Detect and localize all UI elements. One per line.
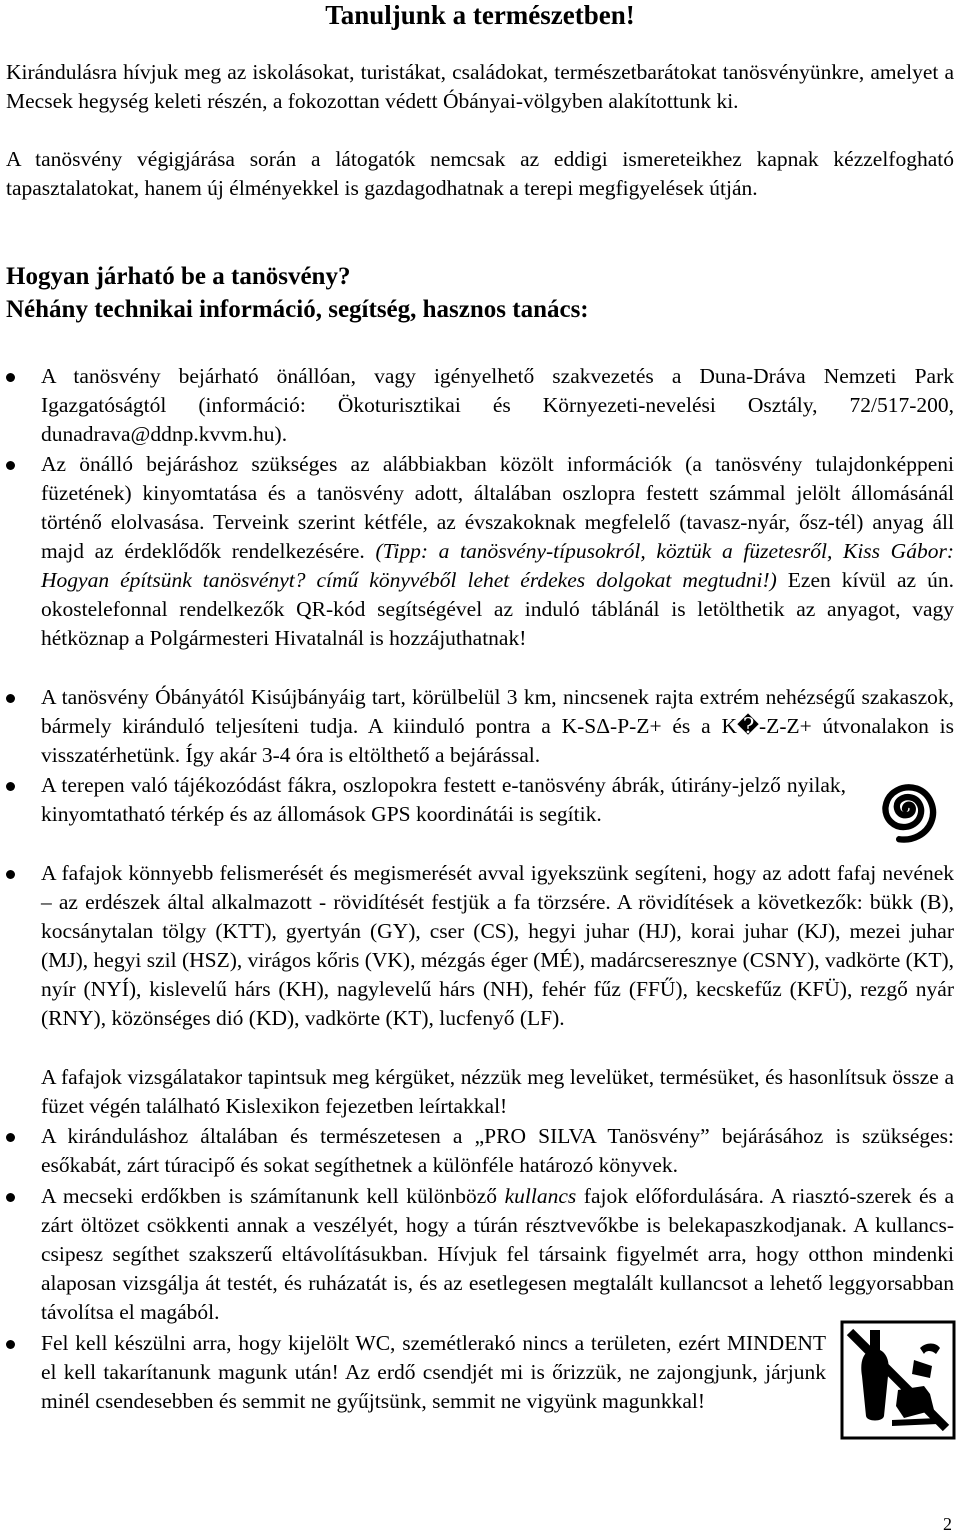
tick-italic-text: kullancs bbox=[504, 1184, 577, 1208]
list-item-text: A tanösvény Óbányától Kisújbányáig tart, körülbelül 3 km, nincsenek rajta extrém nehézségű szakaszok, bármely kiránduló teljesíteni tudja. A kiinduló pontra a K-SΔ-P-Z+ és a K�-Z-Z+ útvonalakon is visszatérhetünk. Így akár 3-4 óra is eltölthető a bejárással. bbox=[41, 685, 954, 767]
list-item-text: A tanösvény bejárható önállóan, vagy igényelhető szakvezetés a Duna-Dráva Nemzeti Park Igazgatóságtól (információ: Ökoturisztikai és Környezeti-nevelési Osztály, 72/517-200, dunadrava@ddnp.kvvm.hu). bbox=[41, 364, 954, 446]
list-item-text: A kiránduláshoz általában és természetesen a „PRO SILVA Tanösvény” bejárásához is szükséges: esőkabát, zárt túracipő és sokat segíthetnek a különféle határozó könyvek. bbox=[41, 1124, 954, 1177]
list-item-text-part: A mecseki erdőkben is számítanunk kell különböző bbox=[41, 1184, 505, 1208]
list-item-text: A terepen való tájékozódást fákra, oszlopokra festett e-tanösvény ábrák, útirány-jelző nyilak, kinyomtatható térkép és az állomások GPS koordinátái is segítik. bbox=[41, 773, 846, 826]
page-title: Tanuljunk a természetben! bbox=[325, 0, 635, 30]
bullet-dot bbox=[6, 694, 15, 703]
list-item bbox=[6, 859, 954, 1033]
list-item bbox=[6, 450, 954, 653]
list-item-extra-paragraph: A fafajok vizsgálatakor tapintsuk meg kérgüket, nézzük meg levelüket, termésüket, és hasonlítsuk össze a füzet végén található Kislexikon fejezetben leírtakkal! bbox=[41, 1065, 954, 1118]
bullet-dot bbox=[6, 461, 15, 470]
list-item-text-part: Az önálló bejáráshoz szükséges az alábbiakban közölt információk (a tanösvény tulajdonképpeni füzetének) kinyomtatása és a tanösvény adott, általában oszlopra festett számmal jelölt állomásánál történő elolvasása. Terveink szerint kétféle, az évszakoknak megfelelő (tavasz-nyár, ősz-tél) anyag áll majd az érdeklődők rendelkezésére. bbox=[41, 452, 954, 563]
tip-italic-text: (Tipp: a tanösvény-típusokról, köztük a füzetesről, Kiss Gábor: Hogyan építsünk tanösvényt? című könyvéből lehet érdekes dolgokat megtudni!) bbox=[41, 539, 954, 592]
bullet-dot bbox=[6, 1340, 15, 1349]
intro-paragraph-1: Kirándulásra hívjuk meg az iskolásokat, turistákat, családokat, természetbarátokat tanösvényünkre, amelyet a Mecsek hegység keleti részén, a fokozottan védett Óbányai-völgyben alakítottunk ki. bbox=[6, 60, 954, 113]
list-item bbox=[6, 683, 954, 770]
section-heading-trail: Hogyan járható be a tanösvény? bbox=[6, 263, 351, 290]
list-item bbox=[6, 1182, 954, 1327]
list-item bbox=[6, 1122, 954, 1180]
bullet-dot bbox=[6, 1133, 15, 1142]
list-item-text-part: Ezen kívül az ún. okostelefonnal rendelkezők QR-kód segítségével az induló táblánál is letölthetik az anyagot, vagy hétköznap a Polgármesteri Hivatalnál is hozzájuthatnak! bbox=[41, 568, 954, 650]
list-item bbox=[6, 771, 954, 829]
intro-paragraph-2: A tanösvény végigjárása során a látogatók nemcsak az eddigi ismereteikhez kapnak kézzelfogható tapasztalatokat, hanem új élményekkel is gazdagodhatnak a terepi megfigyelések útján. bbox=[6, 147, 954, 200]
list-item-text bbox=[41, 450, 954, 653]
list-item-text-part: fajok előfordulására. A riasztó-szerek és a zárt öltözet csökkenti annak a veszélyét, hogy a túrán résztvevőkbe is belekapaszkodjanak. A kullancs-csipesz segíthet szakszerű eltávolításukban. Hívjuk fel társaink figyelmét arra, hogy otthon mindenki alaposan vizsgálja át testét, és ruházatát is, és az esetlegesen megtalált kullancsot a lehető leggyorsabban távolítsa el magából. bbox=[41, 1184, 954, 1324]
no-litter-sign-icon bbox=[840, 1320, 956, 1440]
bullet-dot bbox=[6, 782, 15, 791]
bullet-dot bbox=[6, 1193, 15, 1202]
list-item-text bbox=[41, 1182, 954, 1327]
section-heading-tips: Néhány technikai információ, segítség, hasznos tanács: bbox=[6, 296, 589, 323]
list-item bbox=[6, 1329, 954, 1416]
list-item-text: Fel kell készülni arra, hogy kijelölt WC, szemétlerakó nincs a területen, ezért MINDENT el kell takarítanunk magunk után! Az erdő csendjét mi is őrizzük, ne zajongjunk, járjunk minél csendesebben és semmit ne gyűjtsünk, semmit ne vigyünk magunkkal! bbox=[41, 1331, 826, 1413]
page-number: 2 bbox=[943, 1514, 952, 1534]
bullet-dot bbox=[6, 870, 15, 879]
list-item-text: A fafajok könnyebb felismerését és megismerését avval igyekszünk segíteni, hogy az adott fafaj nevének – az erdészek által alkalmazott - rövidítését festjük a fa törzsére. A rövidítések a következők: bükk (B), kocsánytalan tölgy (KTT), gyertyán (GY), cser (CS), hegyi juhar (HJ), korai juhar (KJ), mezei juhar (MJ), hegyi szil (HSZ), virágos kőris (VK), mézgás éger (MÉ), madárcseresznye (CSNY), vadkörte (KT), nyír (NYÍ), kislevelű hárs (KH), nagylevelű hárs (NH), fehér fűz (FFŰ), kecskefűz (KFÜ), rezgő nyár (RNY), közönséges dió (KD), vadkörte (KT), lucfenyő (LF). bbox=[41, 861, 954, 1030]
list-item bbox=[6, 362, 954, 449]
e-spiral-icon bbox=[866, 770, 944, 848]
bullet-dot bbox=[6, 373, 15, 382]
